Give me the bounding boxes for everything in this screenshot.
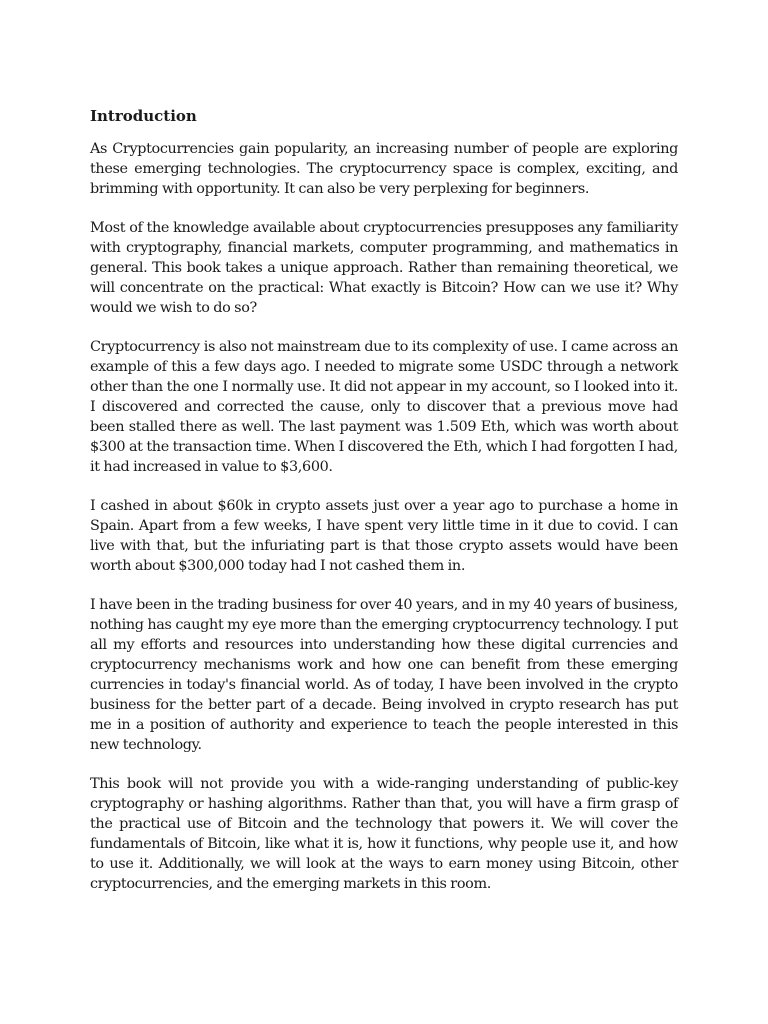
paragraph-4: I cashed in about $60k in crypto assets just over a year ago to purchase a home in Spain. Apart from a few weeks, I have spent very little time in it due to covid. I can live with that, but the infuriating part is that those crypto assets would have been worth about $300,000 today had I not cashed them in.: [90, 498, 678, 574]
paragraph-1: As Cryptocurrencies gain popularity, an increasing number of people are exploring these emerging technologies. The cryptocurrency space is complex, exciting, and brimming with opportunity. It can also be very perplexing for beginners.: [90, 141, 678, 197]
paragraph-5: I have been in the trading business for over 40 years, and in my 40 years of business, nothing has caught my eye more than the emerging cryptocurrency technology. I put all my efforts and resources into understanding how these digital currencies and cryptocurrency mechanisms work and how one can benefit from these emerging currencies in today's financial world. As of today, I have been involved in the crypto business for the better part of a decade. Being involved in crypto research has put me in a position of authority and experience to teach the people interested in this new technology.: [90, 597, 678, 753]
paragraph-3: Cryptocurrency is also not mainstream due to its complexity of use. I came across an example of this a few days ago. I needed to migrate some USDC through a network other than the one I normally use. It did not appear in my account, so I looked into it. I discovered and corrected the cause, only to discover that a previous move had been stalled there as well. The last payment was 1.509 Eth, which was worth about $300 at the transaction time. When I discovered the Eth, which I had forgotten I had, it had increased in value to $3,600.: [90, 339, 678, 475]
section-heading: Introduction: [90, 107, 197, 125]
paragraph-6: This book will not provide you with a wide-ranging understanding of public-key cryptography or hashing algorithms. Rather than that, you will have a firm grasp of the practical use of Bitcoin and the technology that powers it. We will cover the fundamentals of Bitcoin, like what it is, how it functions, why people use it, and how to use it. Additionally, we will look at the ways to earn money using Bitcoin, other cryptocurrencies, and the emerging markets in this room.: [90, 776, 678, 892]
paragraph-2: Most of the knowledge available about cryptocurrencies presupposes any familiarity with cryptography, financial markets, computer programming, and mathematics in general. This book takes a unique approach. Rather than remaining theoretical, we will concentrate on the practical: What exactly is Bitcoin? How can we use it? Why would we wish to do so?: [90, 220, 678, 316]
